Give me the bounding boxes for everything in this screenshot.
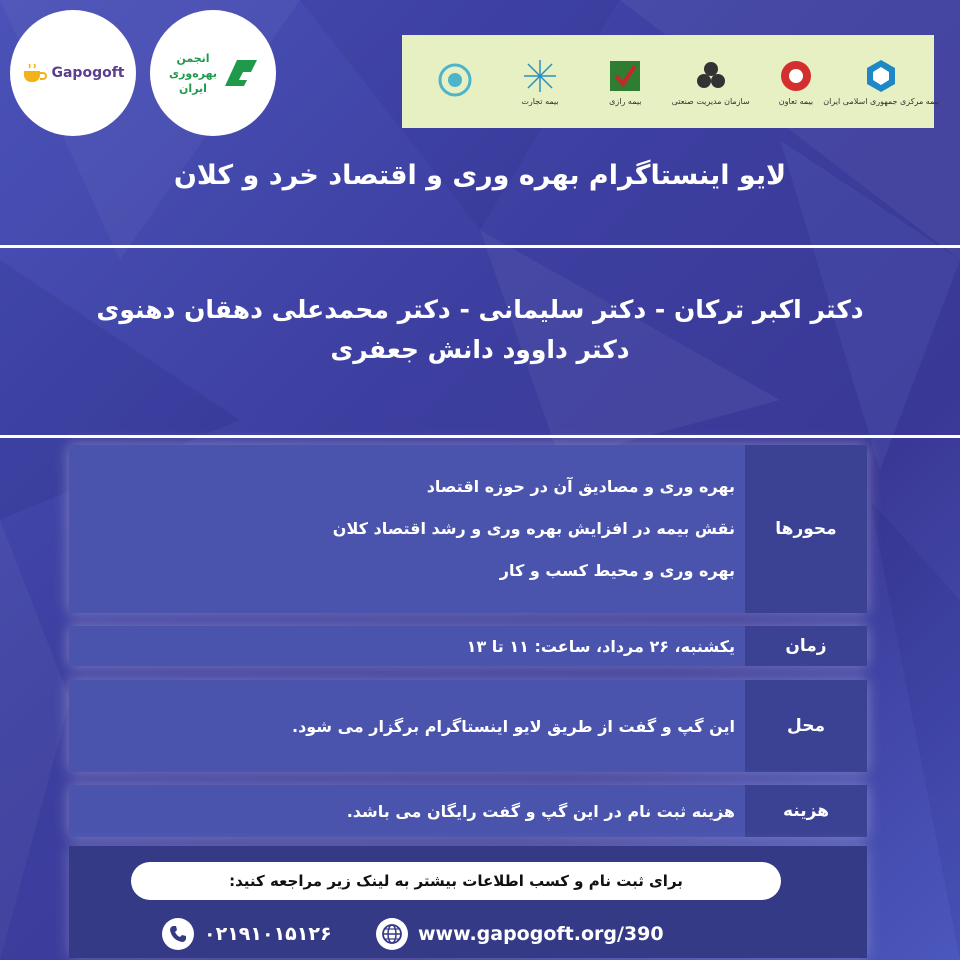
- cost-row: [69, 785, 867, 837]
- cost-value: هزینه ثبت نام در این گپ و گفت رایگان می باشد.: [346, 801, 735, 821]
- sponsor-logo: بیمه رازی: [586, 58, 664, 106]
- place-value: این گپ و گفت از طریق لایو اینستاگرام برگزار می شود.: [291, 716, 735, 736]
- sponsor-logos-strip: [402, 35, 940, 128]
- shield-emblem-icon: [863, 58, 899, 94]
- sponsor-logo: بیمه تعاون: [757, 58, 835, 106]
- sponsor-logo: [416, 62, 494, 101]
- phone-number: ۰۲۱۹۱۰۱۵۱۲۶: [204, 923, 332, 945]
- sponsor-logo: بیمه مرکزی جمهوری اسلامی ایران: [842, 58, 920, 106]
- check-mark-icon: [607, 58, 643, 94]
- topics-row: [69, 445, 867, 613]
- website-url: www.gapogoft.org/390: [418, 923, 664, 945]
- place-label: محل: [745, 680, 867, 772]
- time-label: زمان: [745, 626, 867, 666]
- phone-icon: [162, 918, 194, 950]
- page-title: لایو اینستاگرام بهره وری و اقتصاد خرد و کلان: [173, 160, 787, 191]
- sun-emblem-icon: [778, 58, 814, 94]
- anjoman-logo: [150, 10, 276, 136]
- gear-globe-icon: [437, 62, 473, 98]
- time-value: یکشنبه، ۲۶ مرداد، ساعت: ۱۱ تا ۱۳: [466, 636, 735, 656]
- website-link[interactable]: [376, 918, 664, 950]
- topic-item: بهره وری و محیط کسب و کار: [499, 561, 735, 580]
- gapogoft-logo-text: Gapogoft: [51, 65, 125, 81]
- speakers-line: دکتر اکبر ترکان - دکتر سلیمانی - دکتر محمدعلی دهقان دهنوی: [96, 295, 864, 324]
- speakers-list: [40, 290, 920, 370]
- registration-call-to-action: برای ثبت نام و کسب اطلاعات بیشتر به لینک زیر مراجعه کنید:: [131, 862, 781, 900]
- time-row: [69, 626, 867, 666]
- globe-icon: [376, 918, 408, 950]
- sponsor-logo: سازمان مدیریت صنعتی: [672, 58, 750, 106]
- anjoman-logo-text: انجمن بهره‌وری ایران: [169, 51, 217, 95]
- cup-icon: [21, 62, 47, 84]
- place-row: [69, 680, 867, 772]
- topic-item: نقش بیمه در افزایش بهره وری و رشد اقتصاد کلان: [332, 519, 735, 538]
- sponsor-logo: بیمه تجارت: [501, 58, 579, 106]
- trefoil-icon: [693, 58, 729, 94]
- topics-label: محورها: [745, 445, 867, 613]
- topics-content: [89, 445, 735, 613]
- anjoman-emblem-icon: [217, 50, 263, 96]
- phone-contact[interactable]: [162, 918, 332, 950]
- divider: [0, 435, 960, 438]
- gapogoft-logo: [10, 10, 136, 136]
- divider: [0, 245, 960, 248]
- sunburst-icon: [522, 58, 558, 94]
- speakers-line: دکتر داوود دانش جعفری: [330, 335, 630, 364]
- registration-footer: [69, 846, 867, 958]
- cost-label: هزینه: [745, 785, 867, 837]
- topic-item: بهره وری و مصادیق آن در حوزه اقتصاد: [426, 477, 735, 496]
